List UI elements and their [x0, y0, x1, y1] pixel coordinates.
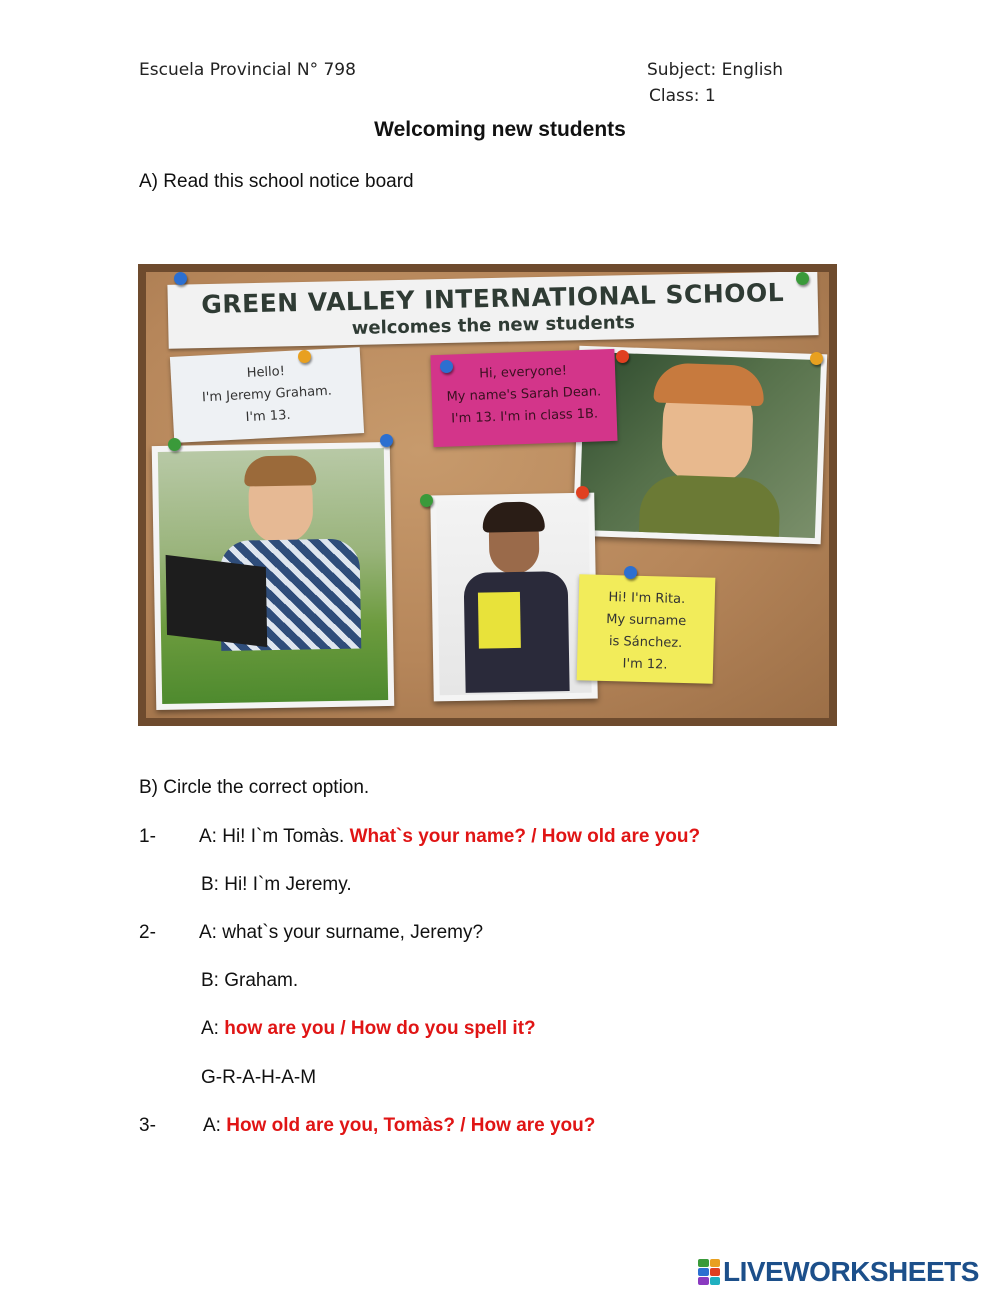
note-line: Hello!: [246, 364, 286, 382]
question-2-prompt: A:: [201, 1018, 219, 1039]
question-2-number: 2-: [139, 922, 156, 943]
question-3-line-a: [203, 1115, 595, 1137]
note-line: I'm 13.: [245, 407, 291, 426]
note-jeremy: [170, 347, 364, 443]
pushpin-icon: [174, 272, 187, 285]
banner-subtitle: welcomes the new students: [351, 312, 636, 339]
photo-jeremy: [152, 442, 395, 710]
liveworksheets-logo: [698, 1257, 979, 1287]
liveworksheets-brand: LIVEWORKSHEETS: [723, 1256, 979, 1287]
note-line: I'm Jeremy Graham.: [201, 383, 333, 406]
question-1-options[interactable]: What`s your name? / How old are you?: [349, 826, 701, 847]
liveworksheets-logo-icon: [698, 1259, 720, 1285]
note-line: I'm 12.: [622, 656, 668, 673]
question-2-spelling: G-R-A-H-A-M: [201, 1067, 317, 1088]
note-rita: [577, 574, 716, 684]
pushpin-icon: [810, 352, 823, 365]
cork-board: [146, 272, 829, 718]
question-3-prompt: A:: [203, 1115, 221, 1136]
school-name: Escuela Provincial N° 798: [139, 60, 356, 80]
pushpin-icon: [796, 272, 809, 285]
page-title: Welcoming new students: [374, 118, 626, 141]
note-line: My surname: [606, 611, 687, 630]
question-1-line-b: B: Hi! I`m Jeremy.: [201, 874, 352, 895]
folder-icon: [478, 592, 521, 649]
photo-rita: [430, 493, 598, 702]
notice-board-image: [138, 264, 837, 726]
section-b-instruction: B) Circle the correct option.: [139, 777, 370, 798]
note-line: is Sánchez.: [608, 634, 683, 651]
note-line: I'm 13. I'm in class 1B.: [450, 406, 599, 427]
rita-hair: [482, 501, 545, 532]
note-line: My name's Sarah Dean.: [446, 384, 602, 405]
pushpin-icon: [380, 434, 393, 447]
section-a-instruction: A) Read this school notice board: [139, 171, 414, 192]
pushpin-icon: [624, 566, 637, 579]
pushpin-icon: [616, 350, 629, 363]
question-2-line-b: B: Graham.: [201, 970, 299, 991]
question-1-line-a: [199, 826, 700, 848]
school-banner: [167, 272, 818, 349]
question-3-number: 3-: [139, 1115, 156, 1136]
note-line: Hi, everyone!: [478, 363, 568, 382]
laptop-icon: [166, 555, 268, 647]
question-1-prompt: A: Hi! I`m Tomàs.: [199, 826, 345, 847]
note-sarah: [430, 349, 617, 447]
question-2-line-a2: [201, 1018, 536, 1040]
subject-label: Subject: English: [647, 60, 784, 80]
question-2-line-a: A: what`s your surname, Jeremy?: [199, 922, 484, 943]
girl-sweater: [639, 474, 781, 538]
pushpin-icon: [576, 486, 589, 499]
girl-hair: [653, 362, 764, 406]
boy-hair: [244, 455, 317, 486]
class-label: Class: 1: [649, 86, 716, 106]
question-2-options[interactable]: how are you / How do you spell it?: [224, 1018, 536, 1039]
pushpin-icon: [298, 350, 311, 363]
pushpin-icon: [420, 494, 433, 507]
question-3-options[interactable]: How old are you, Tomàs? / How are you?: [226, 1115, 596, 1136]
note-line: Hi! I'm Rita.: [608, 590, 686, 608]
banner-title: GREEN VALLEY INTERNATIONAL SCHOOL: [201, 277, 785, 320]
pushpin-icon: [440, 360, 453, 373]
question-1-number: 1-: [139, 826, 156, 847]
pushpin-icon: [168, 438, 181, 451]
